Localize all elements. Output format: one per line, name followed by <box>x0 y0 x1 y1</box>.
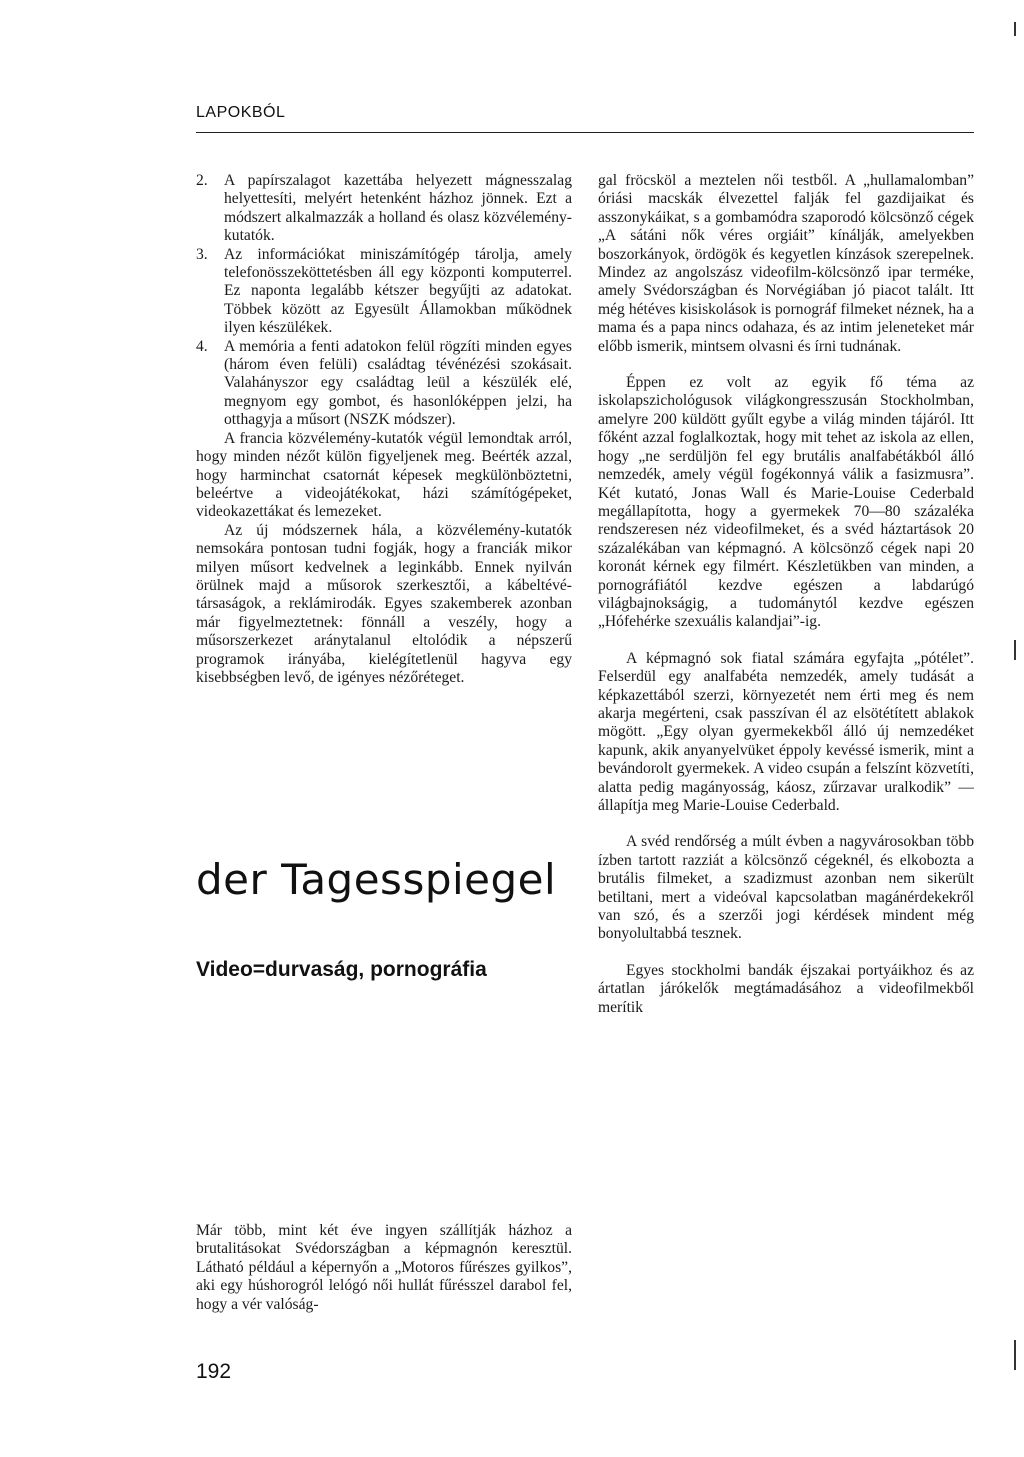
right-column <box>598 172 974 1017</box>
section-header: LAPOKBÓL <box>196 104 286 121</box>
newspaper-masthead: der Tagesspiegel <box>196 855 557 904</box>
article-lead <box>196 1222 572 1314</box>
paragraph: Már több, mint két éve ingyen szállítják házhoz a brutalitásokat Svédországban a képmagnón keresztül. Látható például a képernyőn a „Motoros fűrészes gyilkos”, aki egy húshorogról lelógó női hullát fűrésszel darabol fel, hogy a vér valóság- <box>196 1222 572 1313</box>
list-item-4 <box>196 338 572 430</box>
list-number: 2. <box>196 172 208 189</box>
header-rule <box>196 132 974 133</box>
scan-edge-mark <box>1014 640 1016 660</box>
left-column <box>196 172 572 687</box>
list-text: A memória a fenti adatokon felül rögzíti minden egyes (három éven felüli) családtag tévénézési szokásait. Valahányszor egy családtag leül a készülék elé, megnyom egy gombot, és hasonlóképpen jelzi, ha otthagyja a műsort (NSZK módszer). <box>224 337 572 429</box>
list-text: Az információkat miniszámítógép tárolja, amely telefonösszeköttetésben áll egy központi komputerrel. Ez naponta legalább kétszer begyűjti az adatokat. Többek között az Egyesült Államokban működnek ilyen készülékek. <box>224 245 572 337</box>
paragraph: A képmagnó sok fiatal számára egyfajta „pótélet”. Felserdül egy analfabéta nemzedék, amely tudását a képkazettából szerzi, környezetét nem érti meg és nem akarja megérteni, csak passzívan él az elsötétített ablakok mögött. „Egy olyan gyermekekből álló új nemzedéket kapunk, akik anyanyelvüket éppoly kevéssé ismerik, mint a bevándorolt gyermekek. A video csupán a felszínt közvetíti, alatta pedig magányosság, káosz, zűrzavar uralkodik” — állapítja meg Marie-Louise Cederbald. <box>598 649 974 814</box>
paragraph: Éppen ez volt az egyik fő téma az iskolapszichológusok világkongresszusán Stockholmban, amelyre 200 küldött gyűlt egybe a világ minden tájáról. Itt főként azzal foglalkoztak, hogy mit tehet az iskola az ellen, hogy „ne serdüljön fel egy brutális analfabétákból álló nemzedék, amely végül fogékonnyá válik a fasizmusra”. Két kutató, Jonas Wall és Marie-Louise Cederbald megállapította, hogy a gyermekek 70—80 százaléka rendszeresen néz videofilmeket, és a svéd háztartások 20 százalékában van képmagnó. A kölcsönző cégek napi 20 koronát kérnek egy filmért. Készletükben van minden, a pornográfiától kezdve egészen a labdarúgó világbajnokságig, a tudománytól kezdve egészen „Hófehérke szexuális kalandjai”-ig. <box>598 374 974 631</box>
scan-edge-mark <box>1014 1340 1016 1370</box>
article-title: Video=durvaság, pornográfia <box>196 958 487 981</box>
paragraph: gal fröcsköl a meztelen női testből. A „hullamalomban” óriási macskák élvezettel falják fel gazdijaikat és asszonykáikat, s a gombamódra szaporodó kölcsönző cégek „A sátáni nők véres orgiáit” kínálják, amelyekben boszorkányok, ördögök és kegyetlen kínzások szerepelnek. Mindez az angolszász videofilm-kölcsönző ipar terméke, amely Svédországban és Norvégiában jó piacot talált. Itt még hétéves kisiskolások is pornográf filmeket néznek, ha a mama és a papa nincs odahaza, és az intim jeleneteket már előbb ismerik, mintsem olvasni és írni tudnának. <box>598 172 974 355</box>
list-item-3 <box>196 246 572 338</box>
scan-edge-mark <box>1014 22 1016 36</box>
list-number: 3. <box>196 245 208 263</box>
list-item-2 <box>196 172 572 246</box>
paragraph: A francia közvélemény-kutatók végül lemondtak arról, hogy minden nézőt külön figyeljenek meg. Beérték azzal, hogy harminchat csatornát képesek megkülönböztetni, beleértve a videojátékokat, házi számítógépeket, videokazettákat és lemezeket. <box>196 429 572 521</box>
list-text: A papírszalagot kazettába helyezett mágnesszalag helyettesíti, melyért hetenként házhoz jönnek. Ezt a módszert alkalmazzák a holland és olasz közvélemény-kutatók. <box>224 172 572 245</box>
page-number: 192 <box>196 1360 232 1383</box>
paragraph: Az új módszernek hála, a közvélemény-kutatók nemsokára pontosan tudni fogják, hogy a franciák mikor milyen műsort kedvelnek a leginkább. Ennek nyilván örülnek majd a műsorok szerkesztői, a kábeltévé-társaságok, a reklámirodák. Egyes szakemberek azonban már figyelmeztetnek: fönnáll a veszély, hogy a műsorszerkezet aránytalanul eltolódik a népszerű programok irányába, kielégítetlenül hagyva egy kisebbségben levő, de igényes nézőréteget. <box>196 521 572 686</box>
paragraph: Egyes stockholmi bandák éjszakai portyáikhoz és az ártatlan járókelők megtámadásához a videofilmekből merítik <box>598 961 974 1016</box>
paragraph: A svéd rendőrség a múlt évben a nagyvárosokban több ízben tartott razziát a kölcsönző cégeknél, és elkobozta a brutális filmeket, a szadizmust azonban nem sikerült betiltani, mert a videóval kapcsolatban magánérdekekről van szó, és a szerzői jogi kérdések mindent még bonyolultabbá tesznek. <box>598 833 974 943</box>
list-number: 4. <box>196 337 208 355</box>
